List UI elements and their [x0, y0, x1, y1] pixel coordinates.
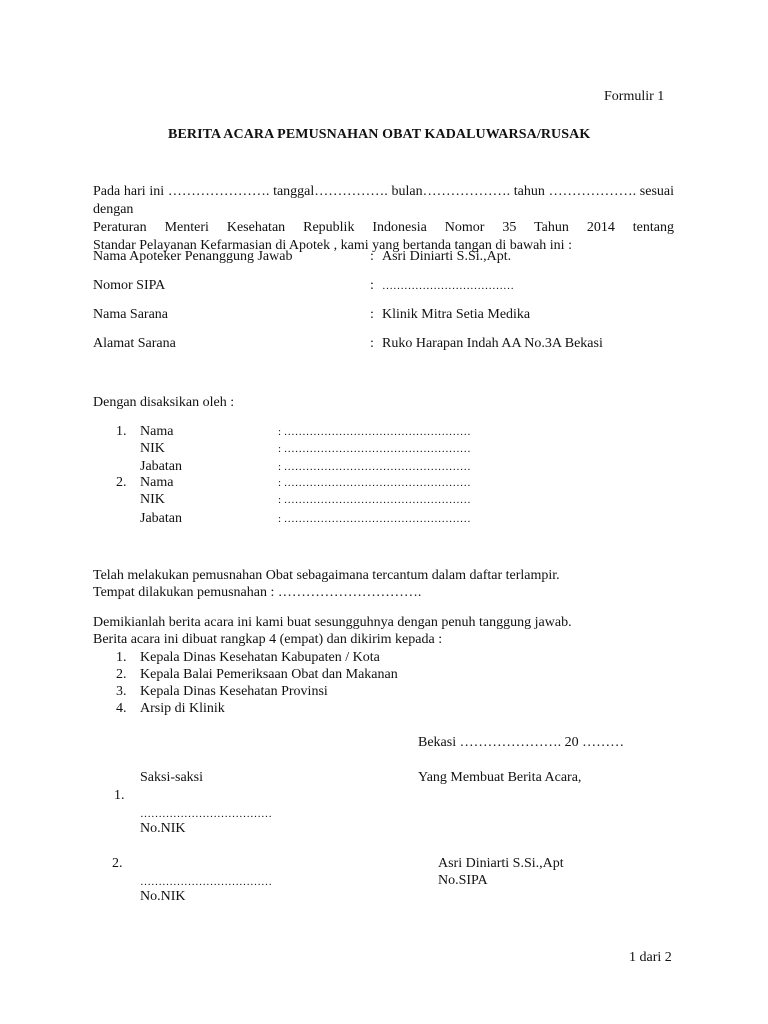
- statement-line-2: Tempat dilakukan pemusnahan : ………………………….: [93, 585, 422, 600]
- maker-sipa: No.SIPA: [438, 873, 488, 888]
- maker-heading: Yang Membuat Berita Acara,: [418, 770, 582, 785]
- list-item: Kepala Dinas Kesehatan Kabupaten / Kota: [140, 650, 380, 665]
- witness-label-nik: NIK: [140, 492, 165, 507]
- signature-witness-2-line: ………………………………: [140, 876, 272, 888]
- intro-line-3: Standar Pelayanan Kefarmasian di Apotek , kami yang bertanda tangan di bawah ini :: [93, 238, 572, 253]
- field-label: Nama Apoteker Penanggung Jawab: [93, 249, 293, 264]
- maker-name: Asri Diniarti S.Si.,Apt: [438, 856, 564, 871]
- witness-intro: Dengan disaksikan oleh :: [93, 395, 235, 410]
- list-item-number: 4.: [116, 701, 127, 716]
- list-item: Kepala Balai Pemeriksaan Obat dan Makanan: [140, 667, 398, 682]
- witness-value-position: : ……………………………………………: [278, 461, 471, 473]
- witness-label-nik: NIK: [140, 441, 165, 456]
- signature-witness-1-line: ………………………………: [140, 808, 272, 820]
- witness-label-name: Nama: [140, 475, 174, 490]
- statement-line-1: Telah melakukan pemusnahan Obat sebagaimana tercantum dalam daftar terlampir.: [93, 568, 560, 583]
- witness-number: 1.: [116, 424, 127, 439]
- witness-label-name: Nama: [140, 424, 174, 439]
- form-label: Formulir 1: [604, 89, 665, 104]
- witness-value-name: : ……………………………………………: [278, 477, 471, 489]
- field-colon: :: [370, 249, 374, 264]
- field-value: Ruko Harapan Indah AA No.3A Bekasi: [382, 336, 603, 351]
- witness-label-position: Jabatan: [140, 511, 182, 526]
- field-value: Asri Diniarti S.Si.,Apt.: [382, 249, 512, 264]
- witness-value-nik: : ……………………………………………: [278, 494, 471, 506]
- list-item: Arsip di Klinik: [140, 701, 225, 716]
- signature-witness-2-nik: No.NIK: [140, 889, 186, 904]
- signature-witness-1-nik: No.NIK: [140, 821, 186, 836]
- field-value: ………………………………: [382, 280, 514, 292]
- intro-line-2: Peraturan Menteri Kesehatan Republik Indonesia Nomor 35 Tahun 2014 tentang: [93, 220, 674, 235]
- field-label: Nama Sarana: [93, 307, 169, 322]
- witness-value-name: : ……………………………………………: [278, 426, 471, 438]
- place-date: Bekasi …………………. 20 ………: [418, 735, 625, 750]
- witness-value-position: : ……………………………………………: [278, 513, 471, 525]
- list-item-number: 3.: [116, 684, 127, 699]
- document-title: BERITA ACARA PEMUSNAHAN OBAT KADALUWARSA/RUSAK: [168, 127, 591, 142]
- signature-witness-2-number: 2.: [112, 856, 123, 871]
- field-colon: :: [370, 278, 374, 293]
- list-item-number: 2.: [116, 667, 127, 682]
- field-value: Klinik Mitra Setia Medika: [382, 307, 531, 322]
- intro-line-1: Pada hari ini …………………. tanggal……………. bulan………………. tahun ………………. sesuai dengan: [93, 184, 674, 217]
- witness-label-position: Jabatan: [140, 459, 182, 474]
- page-number: 1 dari 2: [629, 950, 672, 965]
- field-label: Alamat Sarana: [93, 336, 176, 351]
- list-item: Kepala Dinas Kesehatan Provinsi: [140, 684, 328, 699]
- field-colon: :: [370, 307, 374, 322]
- intro-paragraph: [93, 183, 674, 255]
- field-colon: :: [370, 336, 374, 351]
- list-item-number: 1.: [116, 650, 127, 665]
- witness-value-nik: : ……………………………………………: [278, 443, 471, 455]
- witness-number: 2.: [116, 475, 127, 490]
- field-label: Nomor SIPA: [93, 278, 166, 293]
- witnesses-heading: Saksi-saksi: [140, 770, 203, 785]
- statement-line-4: Berita acara ini dibuat rangkap 4 (empat) dan dikirim kepada :: [93, 632, 443, 647]
- signature-witness-1-number: 1.: [114, 788, 125, 803]
- statement-line-3: Demikianlah berita acara ini kami buat sesungguhnya dengan penuh tanggung jawab.: [93, 615, 572, 630]
